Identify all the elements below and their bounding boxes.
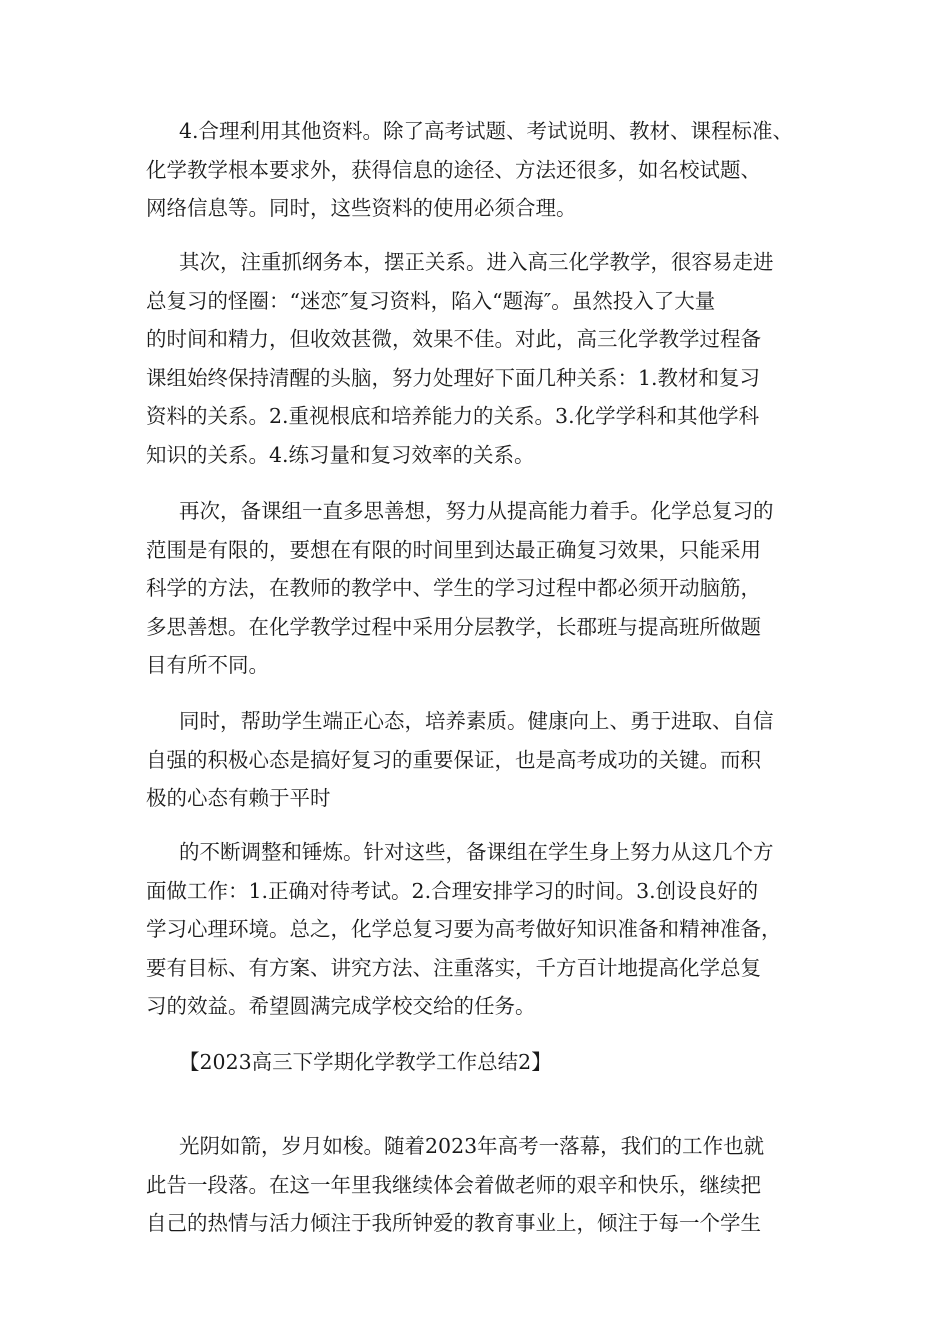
text-line: 要有目标、有方案、讲究方法、注重落实，千方百计地提高化学总复 [146, 955, 761, 980]
paragraph-secondly [146, 243, 826, 474]
text-line: 的时间和精力，但收效甚微，效果不佳。对此，高三化学教学过程备 [146, 327, 761, 351]
paragraph-other-materials [146, 112, 826, 228]
text-line: 学习心理环境。总之，化学总复习要为高考做好知识准备和精神准备， [146, 917, 782, 941]
paragraph-meanwhile [146, 702, 826, 818]
text-line: 科学的方法，在教师的教学中、学生的学习过程中都必须开动脑筋， [146, 576, 761, 600]
text-line: 习的效益。希望圆满完成学校交给的任务。 [146, 994, 536, 1018]
text-line: 总复习的怪圈：“迷恋″复习资料，陷入“题海″。虽然投入了大量 [146, 288, 716, 313]
text-line: 面做工作：1.正确对待考试。2.合理安排学习的时间。3.创设良好的 [146, 878, 759, 903]
text-line: 极的心态有赖于平时 [146, 786, 331, 810]
paragraph-time-flies [146, 1127, 826, 1243]
text-line: 范围是有限的，要想在有限的时间里到达最正确复习效果，只能采用 [146, 537, 761, 562]
text-line: 此告一段落。在这一年里我继续体会着做老师的艰辛和快乐，继续把 [146, 1172, 761, 1197]
text-line: 的不断调整和锤炼。针对这些，备课组在学生身上努力从这几个方 [179, 840, 774, 864]
paragraph-thirdly [146, 492, 826, 685]
section-title: 【2023高三下学期化学教学工作总结2】 [179, 1050, 552, 1074]
text-line: 目有所不同。 [146, 653, 269, 677]
text-line: 课组始终保持清醒的头脑，努力处理好下面几种关系：1.教材和复习 [146, 365, 761, 390]
text-line: 网络信息等。同时，这些资料的使用必须合理。 [146, 196, 577, 220]
text-line: 多思善想。在化学教学过程中采用分层教学，长郡班与提高班所做题 [146, 614, 761, 639]
text-line: 自强的积极心态是搞好复习的重要保证，也是高考成功的关键。而积 [146, 747, 761, 772]
text-line: 其次，注重抓纲务本，摆正关系。进入高三化学教学，很容易走进 [179, 250, 774, 274]
text-line: 知识的关系。4.练习量和复习效率的关系。 [146, 442, 535, 467]
section-heading [146, 1043, 826, 1082]
text-line: 化学教学根本要求外，获得信息的途径、方法还很多，如名校试题、 [146, 157, 761, 182]
text-line: 自己的热情与活力倾注于我所钟爱的教育事业上，倾注于每一个学生 [146, 1211, 761, 1235]
text-line: 4.合理利用其他资料。除了高考试题、考试说明、教材、课程标准、 [179, 119, 794, 143]
text-line: 光阴如箭，岁月如梭。随着2023年高考一落幕，我们的工作也就 [179, 1134, 765, 1158]
text-line: 资料的关系。2.重视根底和培养能力的关系。3.化学学科和其他学科 [146, 404, 760, 428]
text-line: 再次，备课组一直多思善想，努力从提高能力着手。化学总复习的 [179, 499, 774, 523]
text-line: 同时，帮助学生端正心态，培养素质。健康向上、勇于进取、自信 [179, 709, 774, 733]
paragraph-continuation [146, 833, 826, 1026]
